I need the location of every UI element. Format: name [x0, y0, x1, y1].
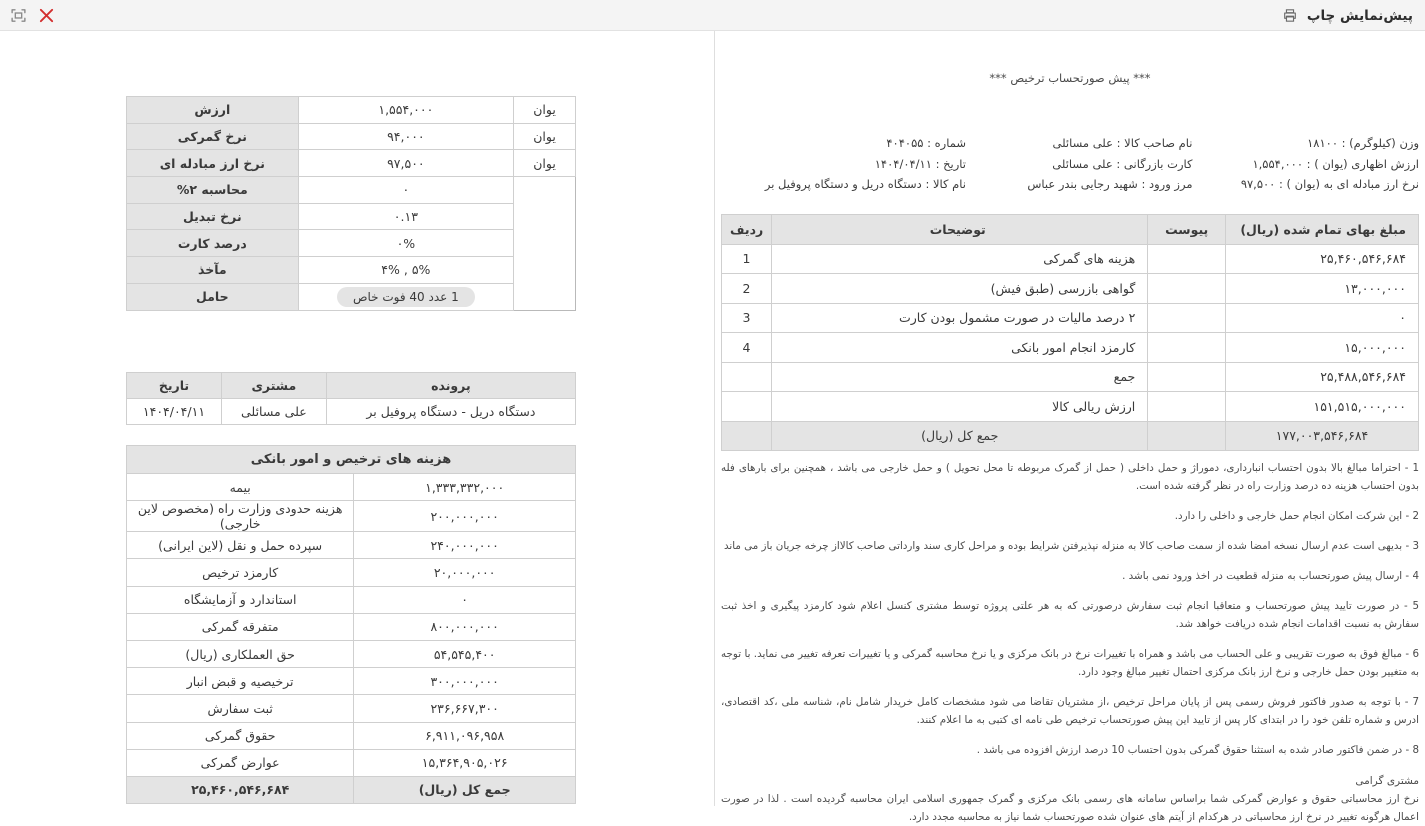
- closing-heading: مشتری گرامی: [1355, 775, 1419, 788]
- rate-unit-cell: [514, 283, 576, 310]
- cost-description-cell: حق العملکاری (ریال): [127, 640, 354, 667]
- cost-description-cell: هزینه حدودی وزارت راه (مخصوص لاین خارجی): [127, 501, 354, 532]
- table-row: [127, 203, 576, 230]
- cost-amount-cell: ۲۰,۰۰۰,۰۰۰: [354, 559, 576, 586]
- note-item: 8 - در ضمن فاکتور صادر شده به استثنا حقوق گمرکی بدون احتساب 10 درصد ارزش افزوده می باشد .: [976, 744, 1419, 757]
- grand-total-attachment: [1148, 421, 1226, 451]
- invoice-amount-cell: ۱۵۱,۵۱۵,۰۰۰,۰۰۰: [1226, 392, 1419, 422]
- costs-table-title: هزینه های ترخیص و امور بانکی: [127, 446, 576, 474]
- invoice-amount-cell: ۰: [1226, 303, 1419, 333]
- rate-value-cell: ۰%: [298, 230, 513, 257]
- table-row: [722, 392, 1419, 422]
- file-column-header: پرونده: [326, 373, 575, 399]
- meta-entry-border: مرز ورود : شهید رجایی بندر عباس: [1027, 177, 1193, 191]
- invoice-attachment-cell: [1148, 274, 1226, 304]
- document-title: *** پیش صورتحساب ترخیص ***: [989, 71, 1151, 85]
- costs-total-row: [127, 776, 576, 803]
- table-row: [722, 362, 1419, 392]
- meta-column-left: [1204, 136, 1419, 191]
- cost-description-cell: کارمزد ترخیص: [127, 559, 354, 586]
- rate-value-cell: ۵% , ۴%: [298, 257, 513, 284]
- table-row: [722, 303, 1419, 333]
- costs-table-title-row: [127, 446, 576, 474]
- cost-description-cell: بیمه: [127, 474, 354, 501]
- invoice-amount-cell: ۱۵,۰۰۰,۰۰۰: [1226, 333, 1419, 363]
- rate-label-cell: نرخ تبدیل: [127, 203, 299, 230]
- invoice-attachment-cell: [1148, 303, 1226, 333]
- invoice-description-cell: ارزش ریالی کالا: [772, 392, 1148, 422]
- table-row: [127, 283, 576, 310]
- note-item: 4 - ارسال پیش صورتحساب به منزله قطعیت در اخذ ورود نمی باشد .: [1122, 570, 1419, 583]
- rates-table: [126, 96, 576, 311]
- invoice-row-number-cell: [722, 392, 772, 422]
- table-row: [127, 97, 576, 124]
- table-row: [127, 532, 576, 559]
- rate-value-cell: ۰.۱۳: [298, 203, 513, 230]
- invoice-amount-cell: ۱۳,۰۰۰,۰۰۰: [1226, 274, 1419, 304]
- cost-amount-cell: ۸۰۰,۰۰۰,۰۰۰: [354, 613, 576, 640]
- invoice-description-cell: ۲ درصد مالیات در صورت مشمول بودن کارت: [772, 303, 1148, 333]
- table-row: [127, 501, 576, 532]
- attachment-column-header: پیوست: [1148, 215, 1226, 245]
- invoice-amount-cell: ۲۵,۴۸۸,۵۴۶,۶۸۴: [1226, 362, 1419, 392]
- rate-unit-cell: یوان: [514, 123, 576, 150]
- note-item: 5 - در صورت تایید پیش صورتحساب و متعاقبا انجام ثبت سفارش درصورتی که به هر علتی پروژه توسط مشتری کنسل اعلام شود کارمزد پیگیری و اخذ ثبت سفارش به نسبت اقدامات انجام شده دریافت خواهد شد.: [721, 600, 1419, 631]
- costs-total-amount: ۲۵,۴۶۰,۵۴۶,۶۸۴: [127, 776, 354, 803]
- invoice-amount-cell: ۲۵,۴۶۰,۵۴۶,۶۸۴: [1226, 244, 1419, 274]
- rate-label-cell: درصد کارت: [127, 230, 299, 257]
- cost-amount-cell: ۵۴,۵۴۵,۴۰۰: [354, 640, 576, 667]
- rate-label-cell: حامل: [127, 283, 299, 310]
- meta-date: تاریخ : ۱۴۰۴/۰۴/۱۱: [874, 156, 966, 171]
- note-item: 3 - بدیهی است عدم ارسال نسخه امضا شده از سمت صاحب کالا به منزله نپذیرفتن شرایط بوده و مراحل کاری سند وارداتی صاحب کالااز چرخه جریان باز می ماند: [723, 540, 1419, 553]
- rate-unit-cell: [514, 230, 576, 257]
- document-meta: [721, 136, 1419, 191]
- rate-unit-cell: [514, 257, 576, 284]
- table-row: [722, 244, 1419, 274]
- invoice-description-cell: هزینه های گمرکی: [772, 244, 1148, 274]
- cost-description-cell: ثبت سفارش: [127, 695, 354, 722]
- clearance-costs-table: [126, 445, 576, 804]
- invoice-grand-total-row: [722, 421, 1419, 451]
- table-row: [127, 150, 576, 177]
- expand-icon: [10, 7, 27, 24]
- cost-description-cell: عوارض گمرکی: [127, 749, 354, 776]
- note-item: 2 - این شرکت امکان انجام حمل خارجی و داخلی را دارد.: [1174, 510, 1419, 523]
- note-item: 1 - احتراما مبالغ بالا بدون احتساب انبارداری، دموراژ و حمل داخلی ( حمل از گمرک مربوطه تا محل تحویل ) و حمل خارجی می باشد ، همچنین برای بارهای فله بدون احتساب هزینه ده درصد وزارت راه در نظر گرفته شده است.: [721, 462, 1419, 493]
- table-row: [127, 586, 576, 613]
- meta-exchange-rate: نرخ ارز مبادله ای به (یوان ) : ۹۷,۵۰۰: [1240, 177, 1419, 191]
- table-row: [127, 399, 576, 425]
- rate-label-cell: نرخ ارز مبادله ای: [127, 150, 299, 177]
- invoice-row-number-cell: 2: [722, 274, 772, 304]
- table-header-row: [127, 373, 576, 399]
- invoice-description-cell: جمع: [772, 362, 1148, 392]
- close-icon: [38, 7, 55, 24]
- carrier-badge-cell: [298, 283, 513, 310]
- table-row: [127, 749, 576, 776]
- meta-column-middle: [978, 136, 1193, 191]
- invoice-attachment-cell: [1148, 392, 1226, 422]
- cost-amount-cell: ۱,۳۳۳,۳۳۲,۰۰۰: [354, 474, 576, 501]
- description-column-header: توضیحات: [772, 215, 1148, 245]
- meta-declared-value: ارزش اظهاری (یوان ) : ۱,۵۵۴,۰۰۰: [1252, 156, 1419, 171]
- fullscreen-button[interactable]: [10, 7, 27, 24]
- closing-message: [721, 775, 1419, 826]
- invoice-row-number-cell: 1: [722, 244, 772, 274]
- toolbar-left-actions: [10, 0, 55, 31]
- table-row: [722, 333, 1419, 363]
- meta-number: شماره : ۴۰۴۰۵۵: [886, 136, 966, 150]
- customer-column-header: مشتری: [221, 373, 326, 399]
- cost-amount-cell: ۳۰۰,۰۰۰,۰۰۰: [354, 668, 576, 695]
- rate-label-cell: ارزش: [127, 97, 299, 124]
- invoice-description-cell: گواهی بازرسی (طبق فیش): [772, 274, 1148, 304]
- table-row: [722, 274, 1419, 304]
- table-row: [127, 123, 576, 150]
- rate-label-cell: محاسبه ۲%: [127, 177, 299, 204]
- file-name-cell: دستگاه دریل - دستگاه پروفیل بر: [326, 399, 575, 425]
- cost-amount-cell: ۶,۹۱۱,۰۹۶,۹۵۸: [354, 722, 576, 749]
- grand-total-amount: ۱۷۷,۰۰۳,۵۴۶,۶۸۴: [1226, 421, 1419, 451]
- file-info-table: [126, 372, 576, 425]
- customer-name-cell: علی مسائلی: [221, 399, 326, 425]
- meta-business-card: کارت بازرگانی : علی مسائلی: [1052, 156, 1193, 171]
- carrier-badge: 1 عدد 40 فوت خاص: [337, 287, 475, 307]
- cost-amount-cell: ۰: [354, 586, 576, 613]
- right-panel: [715, 31, 1425, 824]
- terms-and-conditions: [721, 459, 1419, 826]
- left-panel: [0, 31, 714, 806]
- toolbar-title-group: [1281, 0, 1413, 31]
- cost-amount-cell: ۲۳۶,۶۶۷,۳۰۰: [354, 695, 576, 722]
- cost-description-cell: متفرقه گمرکی: [127, 613, 354, 640]
- close-button[interactable]: [38, 7, 55, 24]
- print-preview-toolbar: [0, 0, 1425, 31]
- date-cell: ۱۴۰۴/۰۴/۱۱: [127, 399, 222, 425]
- printer-icon: [1281, 7, 1299, 24]
- page-title: پیش‌نمایش چاپ: [1306, 7, 1413, 24]
- invoice-attachment-cell: [1148, 244, 1226, 274]
- cost-amount-cell: ۲۴۰,۰۰۰,۰۰۰: [354, 532, 576, 559]
- invoice-table: [721, 214, 1419, 451]
- note-item: 7 - با توجه به صدور فاکتور فروش رسمی پس از پایان مراحل ترخیص ،از مشتریان تقاضا می شود مشخصات کامل خریدار شامل نام، شناسه ملی ،کد اقتصادی، ادرس و شماره تلفن خود را در ابتدای کار پس از تایید این پیش صورتحساب ترخیص طی نامه ای کتبی به ما اعلام کنند.: [721, 696, 1419, 727]
- table-header-row: [722, 215, 1419, 245]
- meta-weight: وزن (کیلوگرم) : ۱۸۱۰۰: [1307, 136, 1419, 150]
- closing-body: نرخ ارز محاسباتی حقوق و عوارض گمرکی شما براساس سامانه های رسمی بانک مرکزی و گمرک جمهوری اسلامی ایران محاسبه گردیده است . لذا در صورت اعمال هرگونه تغییر در نرخ ارز محاسباتی در هرکدام از آیتم های عنوان شده صورتحساب شما نیاز به محاسبه مجدد دارد.: [721, 793, 1419, 824]
- amount-column-header: مبلغ بهای تمام شده (ریال): [1226, 215, 1419, 245]
- invoice-attachment-cell: [1148, 333, 1226, 363]
- costs-total-label: جمع کل (ریال): [354, 776, 576, 803]
- invoice-row-number-cell: [722, 362, 772, 392]
- rate-value-cell: ۹۷,۵۰۰: [298, 150, 513, 177]
- invoice-attachment-cell: [1148, 362, 1226, 392]
- meta-owner-name: نام صاحب کالا : علی مسائلی: [1052, 136, 1193, 150]
- rate-unit-cell: یوان: [514, 97, 576, 124]
- meta-goods-name: نام کالا : دستگاه دریل و دستگاه پروفیل بر: [764, 177, 966, 191]
- table-row: [127, 640, 576, 667]
- meta-column-right: [721, 136, 966, 191]
- invoice-row-number-cell: 4: [722, 333, 772, 363]
- rate-value-cell: ۰: [298, 177, 513, 204]
- cost-amount-cell: ۱۵,۳۶۴,۹۰۵,۰۲۶: [354, 749, 576, 776]
- table-row: [127, 722, 576, 749]
- rate-value-cell: ۹۴,۰۰۰: [298, 123, 513, 150]
- cost-amount-cell: ۲۰۰,۰۰۰,۰۰۰: [354, 501, 576, 532]
- rate-label-cell: نرخ گمرکی: [127, 123, 299, 150]
- rate-unit-cell: [514, 177, 576, 204]
- table-row: [127, 695, 576, 722]
- row-number-column-header: ردیف: [722, 215, 772, 245]
- cost-description-cell: حقوق گمرکی: [127, 722, 354, 749]
- table-row: [127, 613, 576, 640]
- cost-description-cell: سپرده حمل و نقل (لاین ایرانی): [127, 532, 354, 559]
- table-row: [127, 474, 576, 501]
- grand-total-label: جمع کل (ریال): [772, 421, 1148, 451]
- rate-unit-cell: یوان: [514, 150, 576, 177]
- date-column-header: تاریخ: [127, 373, 222, 399]
- rate-unit-cell: [514, 203, 576, 230]
- cost-description-cell: استاندارد و آزمایشگاه: [127, 586, 354, 613]
- table-row: [127, 257, 576, 284]
- table-row: [127, 230, 576, 257]
- table-row: [127, 177, 576, 204]
- invoice-row-number-cell: 3: [722, 303, 772, 333]
- table-row: [127, 668, 576, 695]
- rate-label-cell: مآخذ: [127, 257, 299, 284]
- rate-value-cell: ۱,۵۵۴,۰۰۰: [298, 97, 513, 124]
- cost-description-cell: ترخیصیه و قبض انبار: [127, 668, 354, 695]
- note-item: 6 - مبالغ فوق به صورت تقریبی و علی الحساب می باشد و همراه با تغییرات نرخ در بانک مرکزی و یا نرخ محاسبه گمرکی و یا تغییرات تعرفه تغییر می نماید. با توجه به متغییر بودن حمل خارجی و نرخ ارز بانک مرکزی احتمال تغییر مبالغ وجود دارد.: [721, 648, 1419, 679]
- grand-total-rowno: [722, 421, 772, 451]
- invoice-description-cell: کارمزد انجام امور بانکی: [772, 333, 1148, 363]
- table-row: [127, 559, 576, 586]
